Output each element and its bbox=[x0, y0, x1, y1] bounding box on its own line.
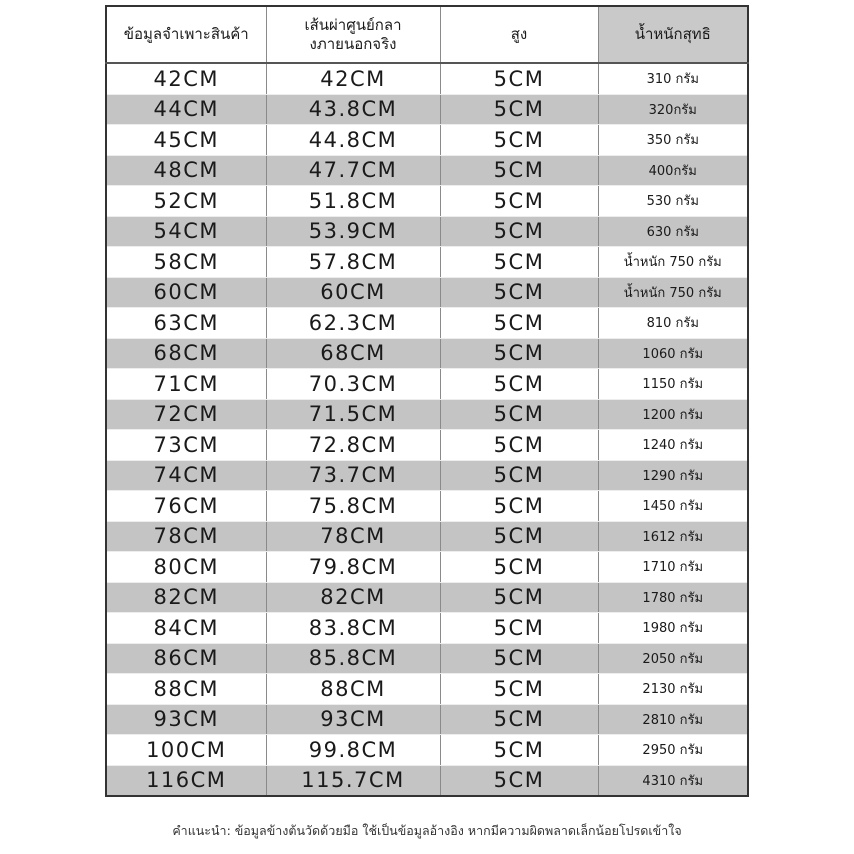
cell-net-weight: 1450 กรัม bbox=[598, 491, 748, 522]
table-row bbox=[106, 125, 748, 156]
footer-note: คำแนะนำ: ข้อมูลข้างต้นวัดด้วยมือ ใช้เป็นข้อมูลอ้างอิง หากมีความผิดพลาดเล็กน้อยโปรดเข้าใจ bbox=[172, 823, 682, 838]
table-row bbox=[106, 399, 748, 430]
cell-height: 5CM bbox=[440, 216, 598, 247]
cell-spec: 45CM bbox=[106, 125, 266, 156]
cell-outer-diameter: 47.7CM bbox=[266, 155, 440, 186]
table-row bbox=[106, 338, 748, 369]
table-row bbox=[106, 155, 748, 186]
table-row bbox=[106, 430, 748, 461]
cell-spec: 88CM bbox=[106, 674, 266, 705]
cell-height: 5CM bbox=[440, 582, 598, 613]
cell-net-weight: 1710 กรัม bbox=[598, 552, 748, 583]
cell-spec: 52CM bbox=[106, 186, 266, 217]
cell-spec: 86CM bbox=[106, 643, 266, 674]
cell-height: 5CM bbox=[440, 735, 598, 766]
cell-outer-diameter: 115.7CM bbox=[266, 765, 440, 796]
table-row bbox=[106, 63, 748, 94]
cell-net-weight: 1290 กรัม bbox=[598, 460, 748, 491]
cell-net-weight: น้ำหนัก 750 กรัม bbox=[598, 247, 748, 278]
cell-spec: 82CM bbox=[106, 582, 266, 613]
size-spec-table bbox=[105, 5, 749, 797]
cell-height: 5CM bbox=[440, 186, 598, 217]
table-row bbox=[106, 460, 748, 491]
cell-net-weight: 1612 กรัม bbox=[598, 521, 748, 552]
table-row bbox=[106, 674, 748, 705]
cell-height: 5CM bbox=[440, 704, 598, 735]
cell-outer-diameter: 44.8CM bbox=[266, 125, 440, 156]
cell-outer-diameter: 71.5CM bbox=[266, 399, 440, 430]
cell-net-weight: 2950 กรัม bbox=[598, 735, 748, 766]
cell-outer-diameter: 78CM bbox=[266, 521, 440, 552]
cell-height: 5CM bbox=[440, 521, 598, 552]
cell-spec: 71CM bbox=[106, 369, 266, 400]
table-row bbox=[106, 369, 748, 400]
cell-spec: 73CM bbox=[106, 430, 266, 461]
table-row bbox=[106, 521, 748, 552]
cell-spec: 116CM bbox=[106, 765, 266, 796]
cell-outer-diameter: 62.3CM bbox=[266, 308, 440, 339]
cell-outer-diameter: 70.3CM bbox=[266, 369, 440, 400]
header-height: สูง bbox=[440, 6, 598, 63]
table-row bbox=[106, 643, 748, 674]
cell-spec: 42CM bbox=[106, 63, 266, 94]
cell-spec: 78CM bbox=[106, 521, 266, 552]
cell-outer-diameter: 73.7CM bbox=[266, 460, 440, 491]
cell-outer-diameter: 99.8CM bbox=[266, 735, 440, 766]
cell-outer-diameter: 83.8CM bbox=[266, 613, 440, 644]
cell-height: 5CM bbox=[440, 399, 598, 430]
header-net-weight: น้ำหนักสุทธิ bbox=[598, 6, 748, 63]
cell-spec: 60CM bbox=[106, 277, 266, 308]
cell-height: 5CM bbox=[440, 247, 598, 278]
cell-net-weight: 1240 กรัม bbox=[598, 430, 748, 461]
cell-net-weight: 530 กรัม bbox=[598, 186, 748, 217]
cell-net-weight: 1200 กรัม bbox=[598, 399, 748, 430]
cell-net-weight: 2130 กรัม bbox=[598, 674, 748, 705]
cell-height: 5CM bbox=[440, 338, 598, 369]
cell-outer-diameter: 68CM bbox=[266, 338, 440, 369]
cell-outer-diameter: 57.8CM bbox=[266, 247, 440, 278]
cell-net-weight: 2050 กรัม bbox=[598, 643, 748, 674]
cell-outer-diameter: 93CM bbox=[266, 704, 440, 735]
table-row bbox=[106, 765, 748, 796]
cell-net-weight: 1150 กรัม bbox=[598, 369, 748, 400]
cell-spec: 48CM bbox=[106, 155, 266, 186]
cell-net-weight: 630 กรัม bbox=[598, 216, 748, 247]
table-row bbox=[106, 277, 748, 308]
cell-height: 5CM bbox=[440, 277, 598, 308]
cell-net-weight: 310 กรัม bbox=[598, 63, 748, 94]
cell-spec: 63CM bbox=[106, 308, 266, 339]
table-row bbox=[106, 582, 748, 613]
table-body bbox=[106, 63, 748, 796]
cell-height: 5CM bbox=[440, 308, 598, 339]
cell-height: 5CM bbox=[440, 94, 598, 125]
cell-spec: 58CM bbox=[106, 247, 266, 278]
cell-spec: 93CM bbox=[106, 704, 266, 735]
cell-outer-diameter: 88CM bbox=[266, 674, 440, 705]
cell-spec: 80CM bbox=[106, 552, 266, 583]
cell-net-weight: 1780 กรัม bbox=[598, 582, 748, 613]
cell-net-weight: 810 กรัม bbox=[598, 308, 748, 339]
cell-height: 5CM bbox=[440, 674, 598, 705]
cell-outer-diameter: 72.8CM bbox=[266, 430, 440, 461]
cell-net-weight: 1980 กรัม bbox=[598, 613, 748, 644]
table-header-row bbox=[106, 6, 748, 63]
cell-net-weight: 320กรัม bbox=[598, 94, 748, 125]
cell-outer-diameter: 82CM bbox=[266, 582, 440, 613]
cell-height: 5CM bbox=[440, 613, 598, 644]
cell-outer-diameter: 60CM bbox=[266, 277, 440, 308]
table-row bbox=[106, 94, 748, 125]
table-row bbox=[106, 247, 748, 278]
cell-net-weight: 2810 กรัม bbox=[598, 704, 748, 735]
cell-height: 5CM bbox=[440, 63, 598, 94]
cell-outer-diameter: 42CM bbox=[266, 63, 440, 94]
cell-height: 5CM bbox=[440, 491, 598, 522]
header-outer-diameter: เส้นผ่าศูนย์กลา งภายนอกจริง bbox=[266, 6, 440, 63]
cell-net-weight: น้ำหนัก 750 กรัม bbox=[598, 277, 748, 308]
cell-height: 5CM bbox=[440, 430, 598, 461]
cell-height: 5CM bbox=[440, 460, 598, 491]
cell-outer-diameter: 51.8CM bbox=[266, 186, 440, 217]
cell-net-weight: 400กรัม bbox=[598, 155, 748, 186]
table-row bbox=[106, 186, 748, 217]
cell-spec: 76CM bbox=[106, 491, 266, 522]
cell-height: 5CM bbox=[440, 369, 598, 400]
cell-spec: 44CM bbox=[106, 94, 266, 125]
cell-spec: 54CM bbox=[106, 216, 266, 247]
header-product-spec: ข้อมูลจำเพาะสินค้า bbox=[106, 6, 266, 63]
cell-outer-diameter: 53.9CM bbox=[266, 216, 440, 247]
cell-height: 5CM bbox=[440, 765, 598, 796]
cell-net-weight: 4310 กรัม bbox=[598, 765, 748, 796]
cell-height: 5CM bbox=[440, 643, 598, 674]
cell-spec: 84CM bbox=[106, 613, 266, 644]
cell-outer-diameter: 79.8CM bbox=[266, 552, 440, 583]
cell-outer-diameter: 43.8CM bbox=[266, 94, 440, 125]
table-row bbox=[106, 735, 748, 766]
cell-net-weight: 1060 กรัม bbox=[598, 338, 748, 369]
table-row bbox=[106, 613, 748, 644]
cell-outer-diameter: 75.8CM bbox=[266, 491, 440, 522]
cell-height: 5CM bbox=[440, 552, 598, 583]
table-row bbox=[106, 308, 748, 339]
table-row bbox=[106, 704, 748, 735]
cell-spec: 68CM bbox=[106, 338, 266, 369]
table-row bbox=[106, 216, 748, 247]
table-row bbox=[106, 491, 748, 522]
cell-spec: 100CM bbox=[106, 735, 266, 766]
cell-spec: 74CM bbox=[106, 460, 266, 491]
table-row bbox=[106, 552, 748, 583]
cell-net-weight: 350 กรัม bbox=[598, 125, 748, 156]
cell-height: 5CM bbox=[440, 125, 598, 156]
cell-spec: 72CM bbox=[106, 399, 266, 430]
cell-height: 5CM bbox=[440, 155, 598, 186]
cell-outer-diameter: 85.8CM bbox=[266, 643, 440, 674]
